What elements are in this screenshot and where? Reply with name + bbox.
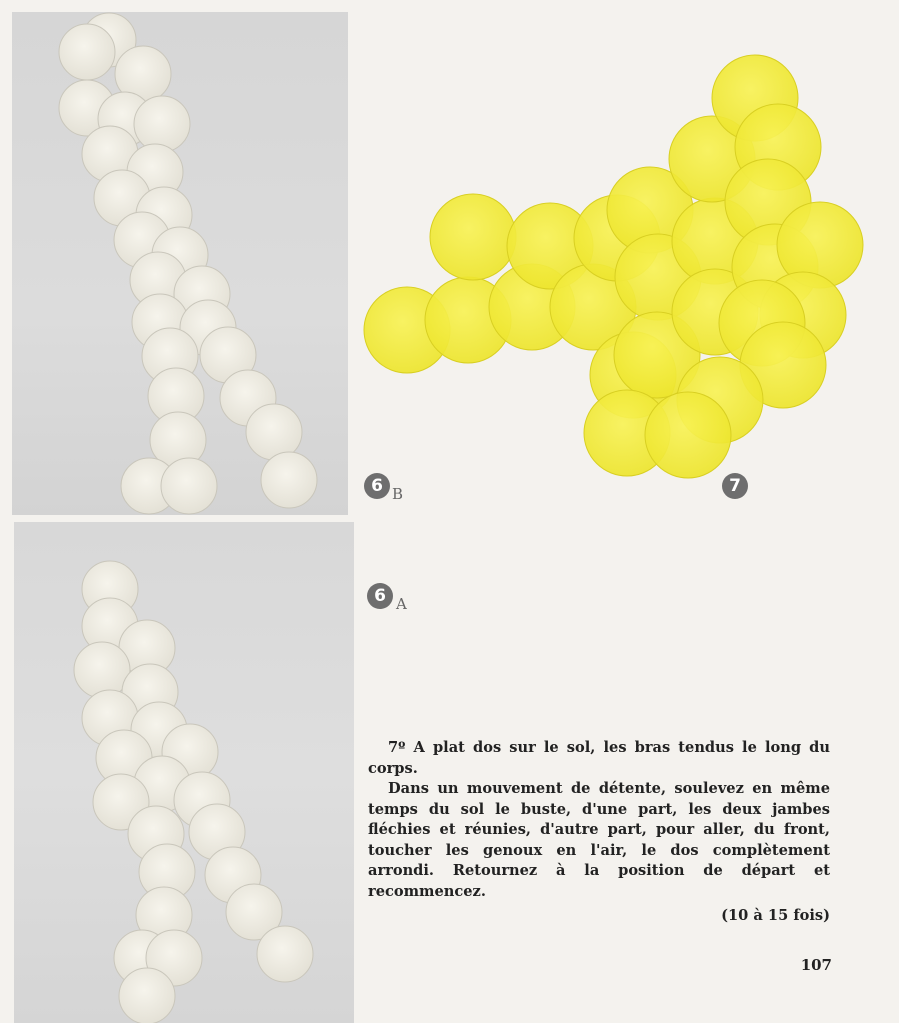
figure-6b-letter: B xyxy=(392,485,404,503)
figure-6a-number: 6 xyxy=(374,586,386,606)
figure-7-illustration xyxy=(355,45,875,485)
figure-6a-letter: A xyxy=(396,595,407,613)
photo-figure-6a xyxy=(14,522,354,1023)
figure-6b-discs xyxy=(12,12,348,515)
exercise-paragraph-1: 7º A plat dos sur le sol, les bras tendus le long du corps. xyxy=(368,739,830,777)
figure-6a-number-badge xyxy=(367,583,393,609)
figure-7-number-badge xyxy=(722,473,748,499)
exercise-paragraph-2: Dans un mouvement de détente, soulevez en même temps du sol le buste, d'une part, les deux jambes fléchies et réunies, d'autre part, pour aller, du front, toucher les genoux en l'air, le dos complètement arrondi. Retournez à la position de départ et recommencez. xyxy=(368,780,830,900)
page-number: 107 xyxy=(800,956,832,974)
photo-figure-6b xyxy=(12,12,348,515)
figure-6a-discs xyxy=(14,522,354,1023)
figure-7-number: 7 xyxy=(729,476,741,496)
figure-6b-number: 6 xyxy=(371,476,383,496)
figure-7-discs xyxy=(355,45,875,485)
exercise-repetitions: (10 à 15 fois) xyxy=(721,907,830,924)
figure-6b-number-badge xyxy=(364,473,390,499)
exercise-description xyxy=(368,738,830,927)
